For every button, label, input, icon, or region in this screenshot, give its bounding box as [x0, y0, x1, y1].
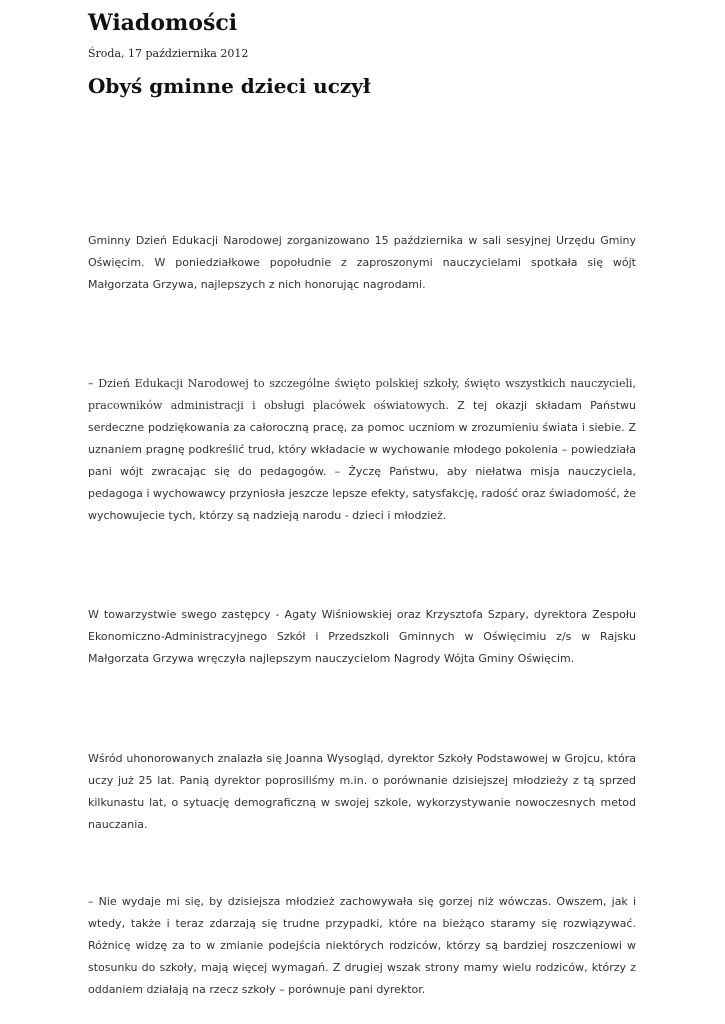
post-title[interactable]: Obyś gminne dzieci uczył	[88, 74, 371, 98]
quote-continuation: Z tej okazji składam Państwu serdeczne podziękowania za całoroczną pracę, za pomoc uczniom w zrozumieniu świata i siebie. Z uznaniem pragnę podkreślić trud, który wkładacie w wychowanie młodego pokolenia – powiedziała pani wójt zwracając się do pedagogów. – Życzę Państwu, aby niełatwa misja nauczyciela, pedagoga i wychowawcy przyniosła jeszcze lepsze efekty, satysfakcję, radość oraz świadomość, że wychowujecie tych, którzy są nadzieją narodu - dzieci i młodzież.	[88, 399, 636, 522]
article-paragraph-5: – Nie wydaje mi się, by dzisiejsza młodzież zachowywała się gorzej niż wówczas. Owszem, jak i wtedy, także i teraz zdarzają się trudne przypadki, które na bieżąco staramy się rozwiązywać. Różnicę widzę za to w zmianie podejścia niektórych rodziców, którzy są bardziej roszczeniowi w stosunku do szkoły, mają więcej wymagań. Z drugiej wszak strony mamy wielu rodziców, którzy z oddaniem działają na rzecz szkoły – porównuje pani dyrektor.	[88, 895, 636, 996]
article-paragraph-3: W towarzystwie swego zastępcy - Agaty Wiśniowskiej oraz Krzysztofa Szpary, dyrektora Zespołu Ekonomiczno-Administracyjnego Szkół i Przedszkoli Gminnych w Oświęcimiu z/s w Rajsku Małgorzata Grzywa wręczyła najlepszym nauczycielom Nagrody Wójta Gminy Oświęcim.	[88, 608, 636, 665]
article-paragraph-1: Gminny Dzień Edukacji Narodowej zorganizowano 15 października w sali sesyjnej Urzędu Gminy Oświęcim. W poniedziałkowe popołudnie z zaproszonymi nauczycielami spotkała się wójt Małgorzata Grzywa, najlepszych z nich honorując nagrodami.	[88, 234, 636, 291]
quote-opening: – Dzień Edukacji Narodowej to szczególne święto polskiej szkoły, święto wszystkich nauczycieli, pracowników administracji i obsługi placówek oświatowych.	[88, 377, 636, 412]
post-date: Środa, 17 października 2012	[88, 47, 249, 60]
article-paragraph-2	[88, 373, 636, 527]
site-title[interactable]: Wiadomości	[88, 10, 238, 36]
article-paragraph-4: Wśród uhonorowanych znalazła się Joanna Wysogląd, dyrektor Szkoły Podstawowej w Grojcu, która uczy już 25 lat. Panią dyrektor poprosiliśmy m.in. o porównanie dzisiejszej młodzieży z tą sprzed kilkunastu lat, o sytuację demograficzną w swojej szkole, wykorzystywanie nowoczesnych metod nauczania.	[88, 752, 636, 831]
